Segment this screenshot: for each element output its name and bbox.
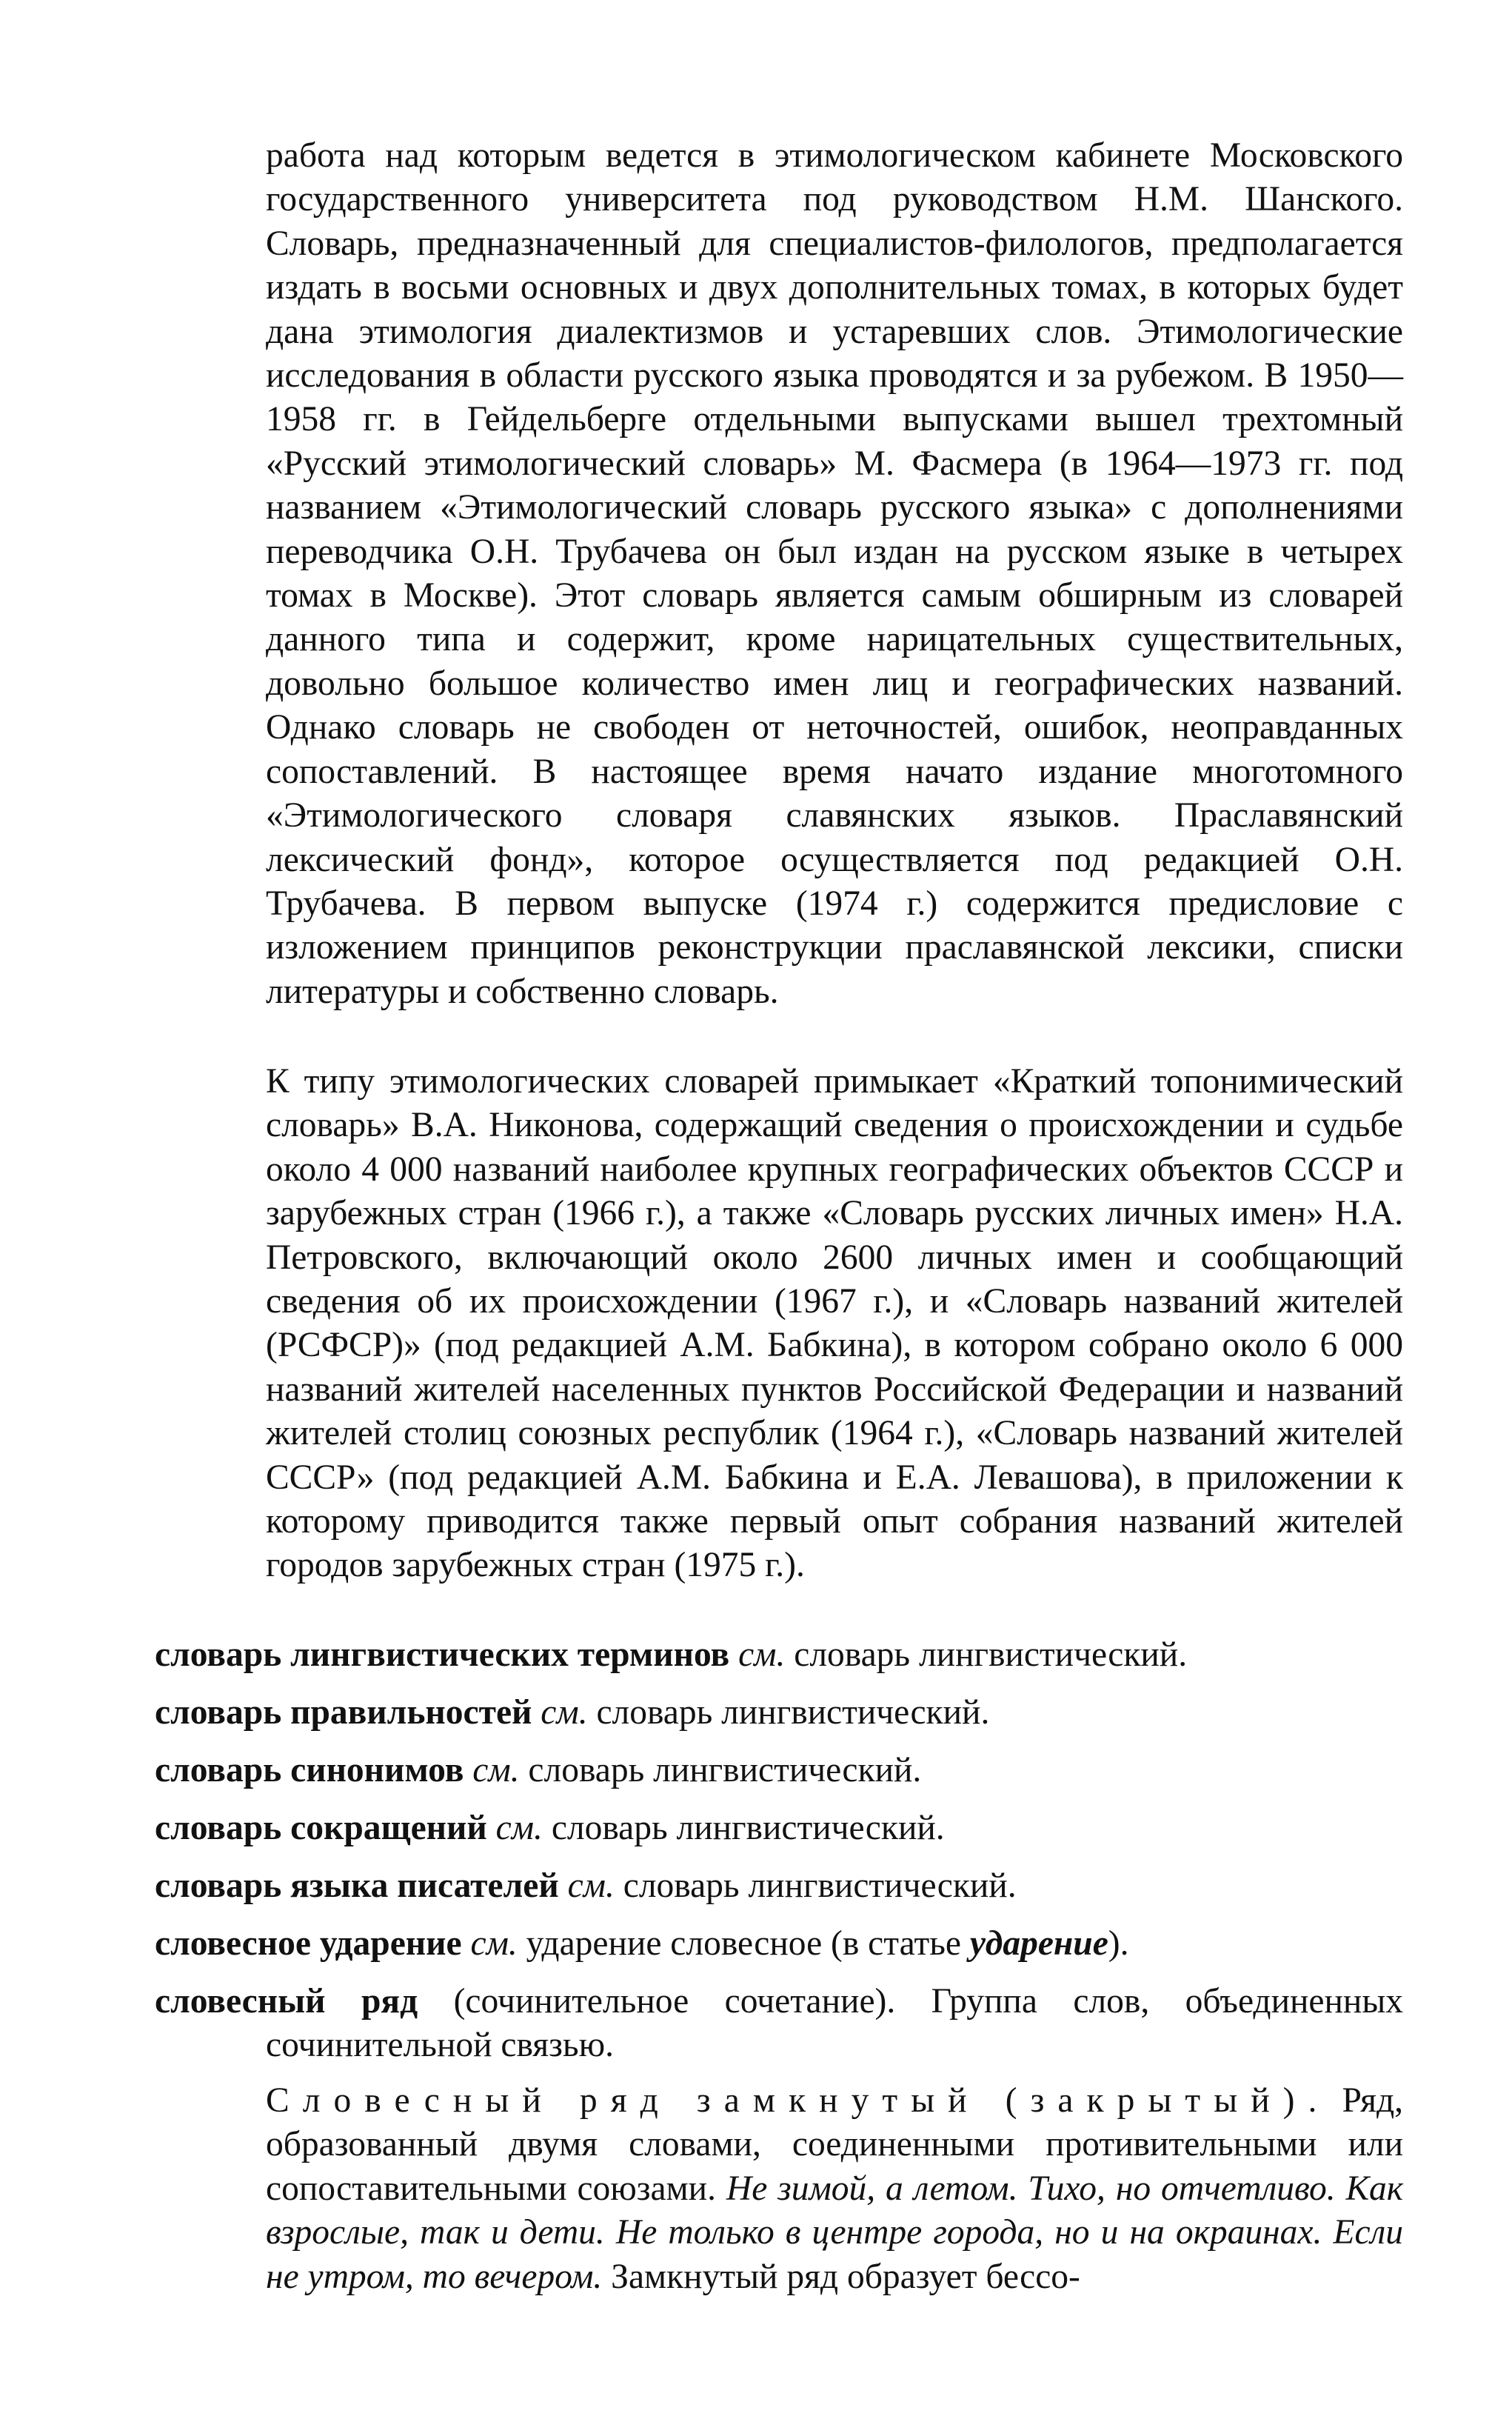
entry-target: словарь лингвистический.: [551, 1809, 945, 1847]
see-marker: см.: [541, 1693, 588, 1732]
subsection-term: Словесный ряд замкнутый (закрытый).: [266, 2081, 1331, 2120]
entry-target: словарь лингвистический.: [623, 1866, 1017, 1905]
subsection-examples: Не зимой, а летом. Тихо, но отчетливо. Как взрослые, так и дети. Не только в центре города, но и на окраинах. Если не утром, то вечером.: [266, 2169, 1404, 2296]
entry-correctness: [155, 1691, 1403, 1735]
entry-linguistic-terms: [155, 1633, 1403, 1677]
see-marker: см.: [470, 1924, 518, 1963]
entry-target: ударение словесное (в статье: [526, 1924, 970, 1963]
toponymic-dictionaries-paragraph: К типу этимологических словарей примыкает «Краткий топонимический словарь» В.А. Никонова, содержащий сведения о происхождении и судьбе около 4 000 названий наиболее крупных географических объектов СССР и зарубежных стран (1966 г.), а также «Словарь русских личных имен» Н.А. Петровского, включающий около 2600 личных имен и сообщающий сведения об их происхождении (1967 г.), и «Словарь названий жителей (РСФСР)» (под редакцией А.М. Бабкина), в котором собрано около 6 000 названий жителей населенных пунктов Российской Федерации и названий жителей столиц союзных республик (1964 г.), «Словарь названий жителей СССР» (под редакцией А.М. Бабкина и Е.А. Левашова), в приложении к которому приводится также первый опыт собрания названий жителей городов зарубежных стран (1975 г.).: [266, 1062, 1403, 1585]
entry-target: словарь лингвистический.: [596, 1693, 990, 1732]
see-marker: см.: [495, 1809, 543, 1847]
cross-reference: ударение: [969, 1924, 1108, 1963]
entry-word-series: [155, 1980, 1403, 2068]
see-marker: см.: [738, 1635, 786, 1674]
entry-writers-language: [155, 1864, 1403, 1908]
entry-abbreviations: [155, 1806, 1403, 1850]
entry-headword: словесный ряд: [155, 1982, 418, 2021]
entry-headword: словарь языка писателей: [155, 1866, 559, 1905]
entry-definition: (сочинительное сочетание). Группа слов, объединенных сочинительной связью.: [266, 1982, 1403, 2065]
entry-headword: словарь правильностей: [155, 1693, 532, 1732]
entry-synonyms: [155, 1749, 1403, 1792]
entry-tail: ).: [1108, 1924, 1129, 1963]
closed-series-paragraph: [266, 2079, 1403, 2299]
entry-target: словарь лингвистический.: [528, 1751, 922, 1789]
entry-headword: словарь лингвистических терминов: [155, 1635, 730, 1674]
entry-word-stress: [155, 1922, 1403, 1966]
entry-word-series-text: [155, 1980, 1403, 2068]
entry-headword: словесное ударение: [155, 1924, 462, 1963]
see-marker: см.: [472, 1751, 520, 1789]
entry-headword: словарь синонимов: [155, 1751, 464, 1789]
entry-headword: словарь сокращений: [155, 1809, 487, 1847]
entry-target: словарь лингвистический.: [794, 1635, 1188, 1674]
subsection-text: Ряд, образованный двумя словами, соединенными противительными или сопоставительными союзами.: [266, 2081, 1404, 2208]
subsection-text-continued: Замкнутый ряд образует бессо-: [611, 2257, 1080, 2296]
continuation-paragraph: работа над которым ведется в этимологическом кабинете Московского государственного университета под руководством Н.М. Шанского. Словарь, предназначенный для специалистов-филологов, предполагается издать в восьми основных и двух дополнительных томах, в которых будет дана этимология диалектизмов и устаревших слов. Этимологические исследования в области русского языка проводятся и за рубежом. В 1950—1958 гг. в Гейдельберге отдельными выпусками вышел трехтомный «Русский этимологический словарь» М. Фасмера (в 1964—1973 гг. под названием «Этимологический словарь русского языка» с дополнениями переводчика О.Н. Трубачева он был издан на русском языке в четырех томах в Москве). Этот словарь является самым обширным из словарей данного типа и содержит, кроме нарицательных существительных, довольно большое количество имен лиц и географических названий. Однако словарь не свободен от неточностей, ошибок, неоправданных сопоставлений. В настоящее время начато издание многотомного «Этимологического словаря славянских языков. Праславянский лексический фонд», которое осуществляется под редакцией О.Н. Трубачева. В первом выпуске (1974 г.) содержится предисловие с изложением принципов реконструкции праславянской лексики, списки литературы и собственно словарь.: [266, 136, 1403, 1011]
see-marker: см.: [567, 1866, 615, 1905]
